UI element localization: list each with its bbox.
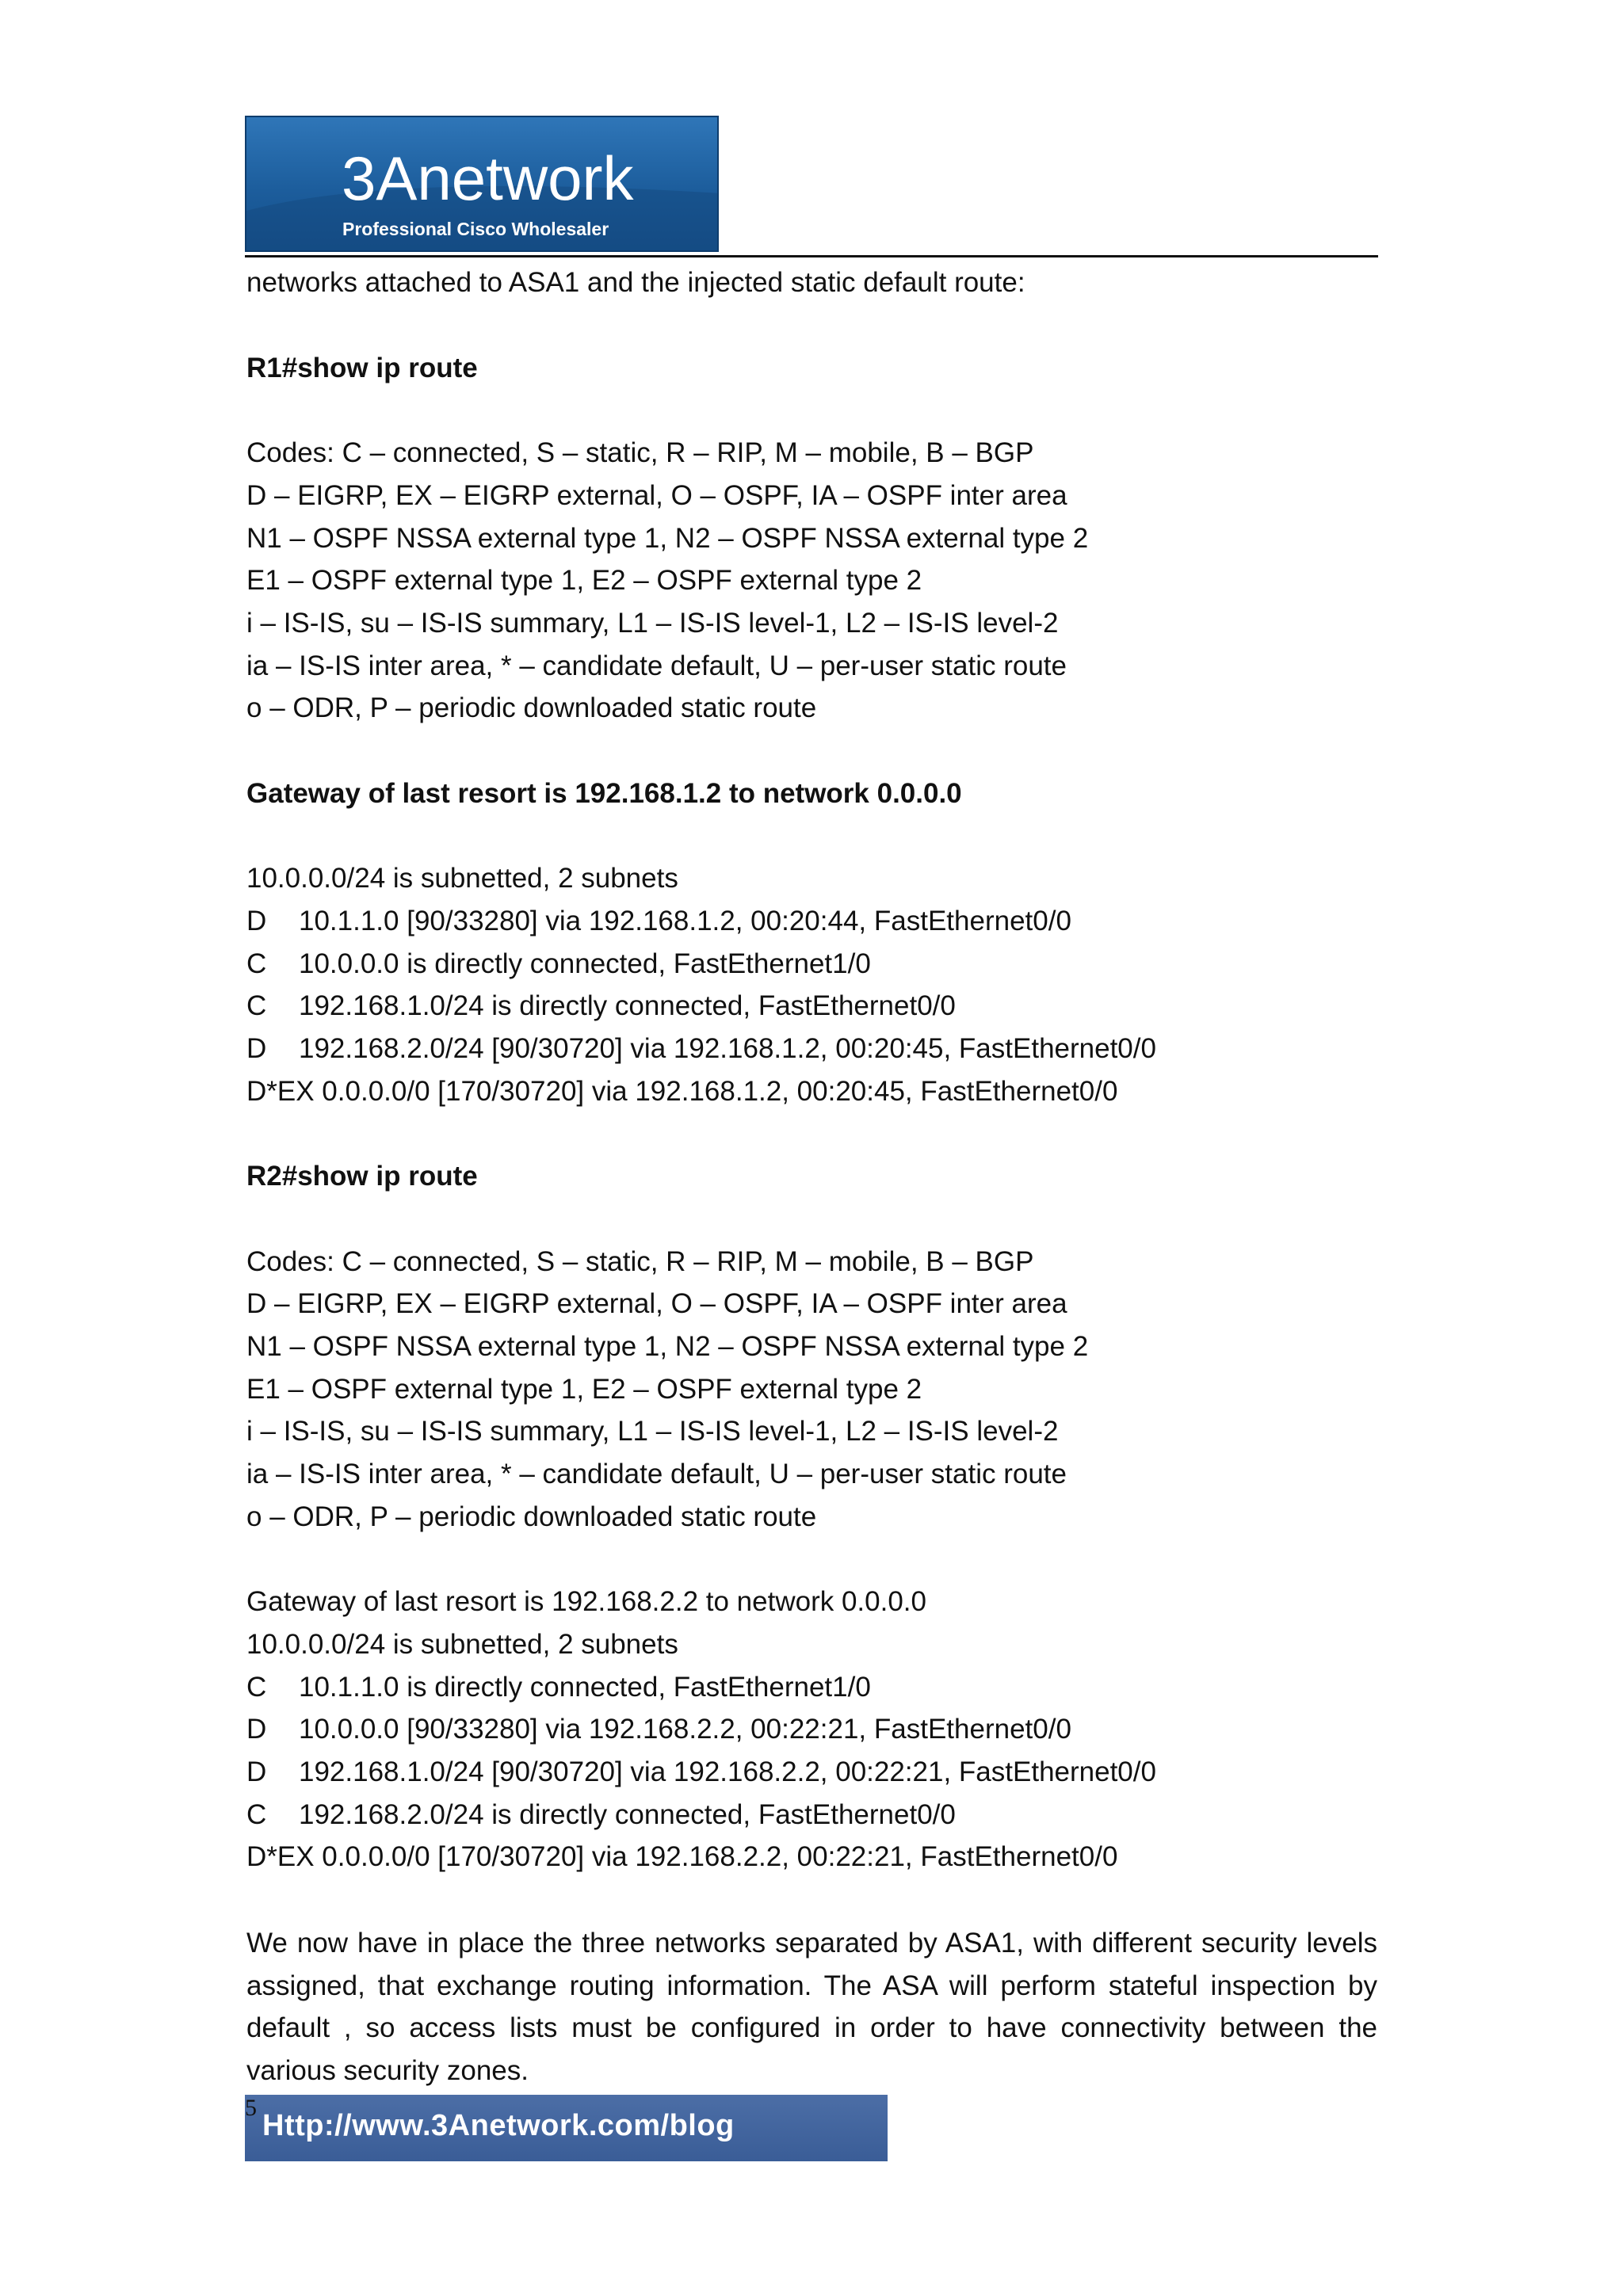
- r1-route-row: [246, 904, 1071, 939]
- summary-paragraph: We now have in place the three networks separated by ASA1, with different security levels assigned, that exchange routing information. The ASA will perform stateful inspection by default , so access lists must be configured in order to have connectivity between the various security zones.: [246, 1928, 1377, 2086]
- company-logo: [245, 116, 719, 252]
- r1-codes-line: ia – IS-IS inter area, * – candidate default, U – per-user static route: [246, 650, 1067, 681]
- route-text: 192.168.2.0/24 is directly connected, FastEthernet0/0: [299, 1799, 956, 1830]
- r2-default-route: D*EX 0.0.0.0/0 [170/30720] via 192.168.2.2, 00:22:21, FastEthernet0/0: [246, 1841, 1118, 1872]
- r2-subnet-info: 10.0.0.0/24 is subnetted, 2 subnets: [246, 1629, 678, 1660]
- route-code: D: [246, 1714, 267, 1745]
- r2-route-row: [246, 1755, 1156, 1790]
- route-code: D: [246, 1756, 267, 1787]
- logo-artwork: [246, 117, 719, 252]
- route-code: C: [246, 1672, 267, 1703]
- footer-url-link[interactable]: Http://www.3Anetwork.com/blog: [262, 2109, 735, 2142]
- route-text: 192.168.2.0/24 [90/30720] via 192.168.1.2, 00:20:45, FastEthernet0/0: [299, 1033, 1156, 1064]
- r2-codes-line: D – EIGRP, EX – EIGRP external, O – OSPF, IA – OSPF inter area: [246, 1288, 1067, 1319]
- r2-route-row: [246, 1712, 1071, 1747]
- logo-title: 3Anetwork: [342, 143, 634, 213]
- route-code: C: [246, 990, 267, 1021]
- route-code: D: [246, 906, 267, 936]
- r2-codes-line: i – IS-IS, su – IS-IS summary, L1 – IS-IS level-1, L2 – IS-IS level-2: [246, 1416, 1059, 1447]
- footer-banner: [245, 2095, 888, 2161]
- r1-codes-line: o – ODR, P – periodic downloaded static route: [246, 692, 817, 723]
- r1-command: R1#show ip route: [246, 353, 478, 383]
- route-code: C: [246, 1799, 267, 1830]
- r2-codes-line: ia – IS-IS inter area, * – candidate default, U – per-user static route: [246, 1459, 1067, 1489]
- r2-codes-line: N1 – OSPF NSSA external type 1, N2 – OSPF NSSA external type 2: [246, 1331, 1089, 1362]
- intro-text: networks attached to ASA1 and the injected static default route:: [246, 267, 1025, 298]
- route-text: 10.0.0.0 is directly connected, FastEthernet1/0: [299, 948, 871, 979]
- r1-codes-line: E1 – OSPF external type 1, E2 – OSPF external type 2: [246, 565, 922, 596]
- route-text: 10.1.1.0 is directly connected, FastEthernet1/0: [299, 1672, 871, 1703]
- r1-route-row: [246, 1032, 1156, 1066]
- r2-gateway: Gateway of last resort is 192.168.2.2 to network 0.0.0.0: [246, 1586, 926, 1617]
- r1-codes-line: N1 – OSPF NSSA external type 1, N2 – OSPF NSSA external type 2: [246, 523, 1089, 554]
- page-number: 5: [245, 2095, 257, 2121]
- route-text: 10.1.1.0 [90/33280] via 192.168.1.2, 00:20:44, FastEthernet0/0: [299, 906, 1071, 936]
- route-text: 192.168.1.0/24 is directly connected, FastEthernet0/0: [299, 990, 956, 1021]
- header-divider: [245, 255, 1378, 257]
- r1-route-row: [246, 989, 956, 1024]
- r2-codes-line: E1 – OSPF external type 1, E2 – OSPF external type 2: [246, 1374, 922, 1405]
- r2-route-row: [246, 1798, 956, 1833]
- logo-tagline: Professional Cisco Wholesaler: [342, 219, 609, 239]
- r2-codes-line: o – ODR, P – periodic downloaded static route: [246, 1501, 817, 1532]
- r1-default-route: D*EX 0.0.0.0/0 [170/30720] via 192.168.1.2, 00:20:45, FastEthernet0/0: [246, 1076, 1118, 1107]
- r1-codes-line: D – EIGRP, EX – EIGRP external, O – OSPF, IA – OSPF inter area: [246, 480, 1067, 511]
- r2-command: R2#show ip route: [246, 1161, 478, 1192]
- route-text: 10.0.0.0 [90/33280] via 192.168.2.2, 00:22:21, FastEthernet0/0: [299, 1714, 1071, 1745]
- r1-route-row: [246, 947, 871, 982]
- route-code: C: [246, 948, 267, 979]
- r1-codes-line: Codes: C – connected, S – static, R – RIP, M – mobile, B – BGP: [246, 437, 1034, 468]
- r2-route-row: [246, 1670, 871, 1705]
- route-text: 192.168.1.0/24 [90/30720] via 192.168.2.2, 00:22:21, FastEthernet0/0: [299, 1756, 1156, 1787]
- r1-subnet-info: 10.0.0.0/24 is subnetted, 2 subnets: [246, 863, 678, 894]
- r1-codes-line: i – IS-IS, su – IS-IS summary, L1 – IS-IS level-1, L2 – IS-IS level-2: [246, 608, 1059, 639]
- route-code: D: [246, 1033, 267, 1064]
- r1-gateway: Gateway of last resort is 192.168.1.2 to network 0.0.0.0: [246, 778, 962, 809]
- r2-codes-line: Codes: C – connected, S – static, R – RIP, M – mobile, B – BGP: [246, 1246, 1034, 1277]
